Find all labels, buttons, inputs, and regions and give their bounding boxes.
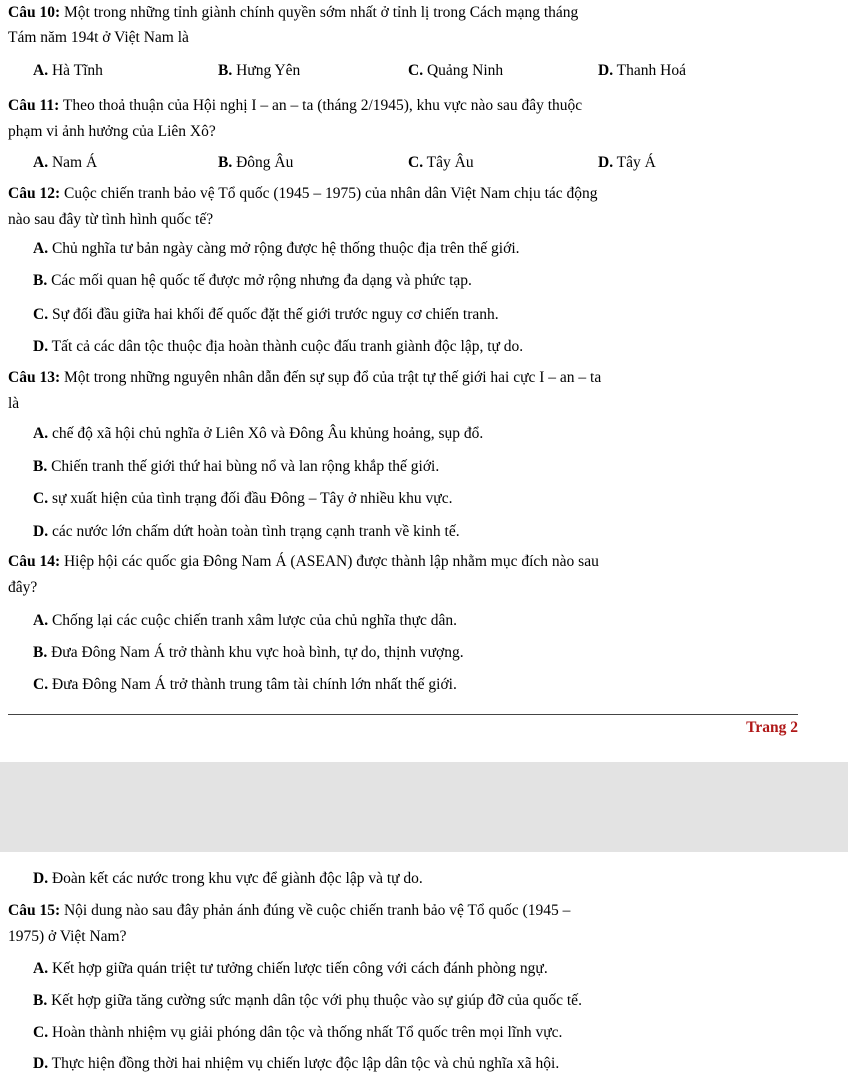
q12-option-b: B. Các mối quan hệ quốc tế được mở rộng nhưng đa dạng và phức tạp.	[33, 272, 472, 289]
question-15-line-2: 1975) ở Việt Nam?	[8, 928, 127, 945]
q12-option-a: A. Chủ nghĩa tư bản ngày càng mở rộng được hệ thống thuộc địa trên thế giới.	[33, 240, 520, 257]
q12-option-d: D. Tất cả các dân tộc thuộc địa hoàn thành cuộc đấu tranh giành độc lập, tự do.	[33, 338, 524, 355]
q13-option-c: C. sự xuất hiện của tình trạng đối đầu Đông – Tây ở nhiều khu vực.	[33, 490, 453, 507]
question-10-text: Một trong những tỉnh giành chính quyền sớm nhất ở tỉnh lị trong Cách mạng tháng	[60, 4, 579, 21]
q11-option-d: D. Tây Á	[598, 154, 656, 171]
q11-option-c: C. Tây Âu	[408, 154, 474, 171]
question-14-label: Câu 14:	[8, 553, 61, 570]
question-12-text: Cuộc chiến tranh bảo vệ Tổ quốc (1945 – 1975) của nhân dân Việt Nam chịu tác động	[60, 185, 598, 202]
q11-option-a: A. Nam Á	[33, 154, 98, 171]
q15-option-d: D. Thực hiện đồng thời hai nhiệm vụ chiến lược độc lập dân tộc và chủ nghĩa xã hội.	[33, 1055, 560, 1072]
page-separator	[0, 762, 848, 852]
question-10-line-2: Tám năm 194t ở Việt Nam là	[8, 29, 189, 46]
q13-option-b: B. Chiến tranh thế giới thứ hai bùng nổ và lan rộng khắp thế giới.	[33, 458, 440, 475]
question-11-line-1	[8, 95, 818, 117]
footer-divider	[8, 714, 798, 715]
q10-option-a: A. Hà Tĩnh	[33, 62, 103, 79]
question-12-line-1	[8, 183, 818, 205]
question-11-label: Câu 11:	[8, 97, 60, 114]
q15-option-b: B. Kết hợp giữa tăng cường sức mạnh dân tộc với phụ thuộc vào sự giúp đỡ của quốc tế.	[33, 992, 582, 1009]
question-14-text: Hiệp hội các quốc gia Đông Nam Á (ASEAN) được thành lập nhằm mục đích nào sau	[60, 553, 599, 570]
q10-option-c: C. Quảng Ninh	[408, 62, 504, 79]
q14-option-d: D. Đoàn kết các nước trong khu vực để giành độc lập và tự do.	[33, 870, 423, 887]
question-14-line-2: đây?	[8, 579, 38, 596]
question-13-text: Một trong những nguyên nhân dẫn đến sự sụp đổ của trật tự thế giới hai cực I – an – ta	[60, 369, 602, 386]
question-13-label: Câu 13:	[8, 369, 61, 386]
question-15-text: Nội dung nào sau đây phản ánh đúng về cuộc chiến tranh bảo vệ Tổ quốc (1945 –	[60, 902, 571, 919]
q14-option-c: C. Đưa Đông Nam Á trở thành trung tâm tài chính lớn nhất thế giới.	[33, 676, 457, 693]
q15-option-a: A. Kết hợp giữa quán triệt tư tưởng chiến lược tiến công với cách đánh phòng ngự.	[33, 960, 548, 977]
question-15-label: Câu 15:	[8, 902, 61, 919]
question-12-line-2: nào sau đây từ tình hình quốc tế?	[8, 211, 214, 228]
q14-option-b: B. Đưa Đông Nam Á trở thành khu vực hoà bình, tự do, thịnh vượng.	[33, 644, 464, 661]
question-11-line-2: phạm vi ảnh hưởng của Liên Xô?	[8, 123, 216, 140]
question-15-line-1	[8, 900, 818, 922]
question-10-line-1	[8, 2, 818, 24]
question-10-label: Câu 10:	[8, 4, 61, 21]
q15-option-c: C. Hoàn thành nhiệm vụ giải phóng dân tộc và thống nhất Tổ quốc trên mọi lĩnh vực.	[33, 1024, 563, 1041]
q13-option-a: A. chế độ xã hội chủ nghĩa ở Liên Xô và Đông Âu khủng hoảng, sụp đổ.	[33, 425, 484, 442]
q10-option-b: B. Hưng Yên	[218, 62, 301, 79]
question-14-line-1	[8, 551, 818, 573]
question-13-line-2: là	[8, 395, 20, 412]
q10-option-d: D. Thanh Hoá	[598, 62, 686, 79]
question-12-label: Câu 12:	[8, 185, 61, 202]
question-13-line-1	[8, 367, 818, 389]
question-11-text: Theo thoả thuận của Hội nghị I – an – ta (tháng 2/1945), khu vực nào sau đây thuộc	[59, 97, 583, 114]
q11-option-b: B. Đông Âu	[218, 154, 294, 171]
q14-option-a: A. Chống lại các cuộc chiến tranh xâm lược của chủ nghĩa thực dân.	[33, 612, 457, 629]
page-number: Trang 2	[746, 719, 798, 736]
q12-option-c: C. Sự đối đầu giữa hai khối đế quốc đặt thế giới trước nguy cơ chiến tranh.	[33, 306, 499, 323]
document-page-2	[0, 852, 848, 1082]
q13-option-d: D. các nước lớn chấm dứt hoàn toàn tình trạng cạnh tranh về kinh tế.	[33, 523, 460, 540]
